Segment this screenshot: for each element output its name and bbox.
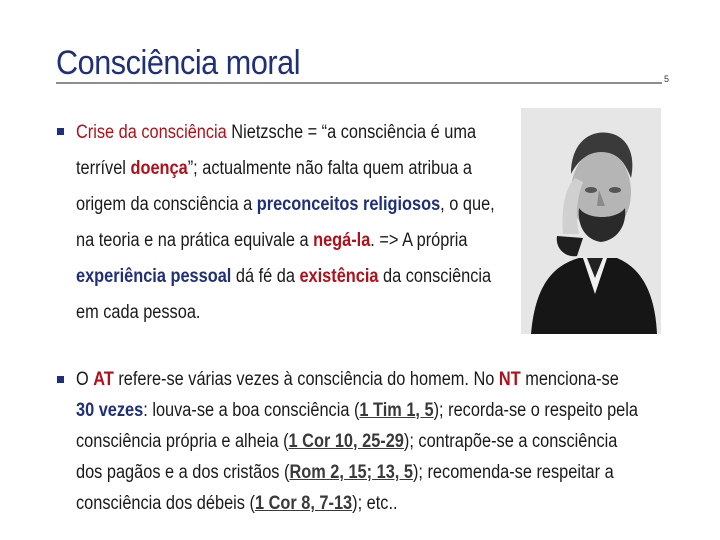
text-run: ”; actualmente não falta quem atribua a [187, 158, 473, 179]
text-line [76, 259, 495, 295]
text-line [76, 426, 638, 457]
text-line [76, 223, 495, 259]
nietzsche-portrait [521, 108, 661, 334]
keyword-nt: NT [498, 369, 521, 390]
text-line [76, 187, 495, 223]
text-run: dá fé da [231, 266, 300, 287]
page-number: 5 [664, 74, 670, 84]
text-run: O [76, 369, 94, 390]
keyword-crise: Crise da consciência [76, 122, 227, 143]
paragraph-scripture [76, 364, 638, 519]
text-line [76, 115, 495, 151]
keyword-doenca: doença [130, 158, 188, 179]
text-run: na teoria e na prática equivale a [76, 230, 314, 251]
text-run: , o que, [440, 194, 495, 215]
text-run: ); recorda-se o respeito pela [433, 400, 638, 421]
square-bullet-icon [57, 376, 64, 383]
portrait-image [521, 108, 661, 334]
text-run: ); contrapõe-se a consciência [403, 431, 618, 452]
text-line: em cada pessoa. [76, 302, 201, 323]
text-line [76, 488, 638, 519]
keyword-30-vezes: 30 vezes [76, 400, 144, 421]
reference-link[interactable]: 1 Cor 8, 7-13 [254, 493, 353, 514]
paragraph-nietzsche [76, 115, 495, 331]
text-line [76, 457, 638, 488]
reference-link[interactable]: 1 Tim 1, 5 [359, 400, 434, 421]
text-line [76, 395, 638, 426]
text-run: origem da consciência a [76, 194, 257, 215]
keyword-experiencia: experiência pessoal [76, 266, 232, 287]
text-run: ); etc.. [352, 493, 398, 514]
keyword-preconceitos: preconceitos religiosos [256, 194, 441, 215]
keyword-existencia: existência [299, 266, 379, 287]
keyword-nega-la: negá-la [313, 230, 371, 251]
text-run: menciona-se [520, 369, 619, 390]
text-run: ); recomenda-se respeitar a [412, 462, 614, 483]
slide-title: Consciência moral [56, 44, 301, 82]
text-run: da consciência [378, 266, 492, 287]
text-run: refere-se várias vezes à consciência do homem. No [113, 369, 499, 390]
text-run: : louva-se a boa consciência ( [143, 400, 360, 421]
text-run: consciência dos débeis ( [76, 493, 255, 514]
text-line [76, 364, 638, 395]
reference-link[interactable]: Rom 2, 15; 13, 5 [289, 462, 413, 483]
text-run: terrível [76, 158, 131, 179]
text-run: dos pagãos e a dos cristãos ( [76, 462, 290, 483]
reference-link[interactable]: 1 Cor 10, 25-29 [288, 431, 404, 452]
keyword-at: AT [93, 369, 114, 390]
square-bullet-icon [57, 128, 64, 135]
text-run: . => A própria [370, 230, 468, 251]
title-divider [56, 82, 662, 84]
text-line [76, 151, 495, 187]
text-run: Nietzsche = “a consciência é uma [226, 122, 477, 143]
text-run: consciência própria e alheia ( [76, 431, 289, 452]
